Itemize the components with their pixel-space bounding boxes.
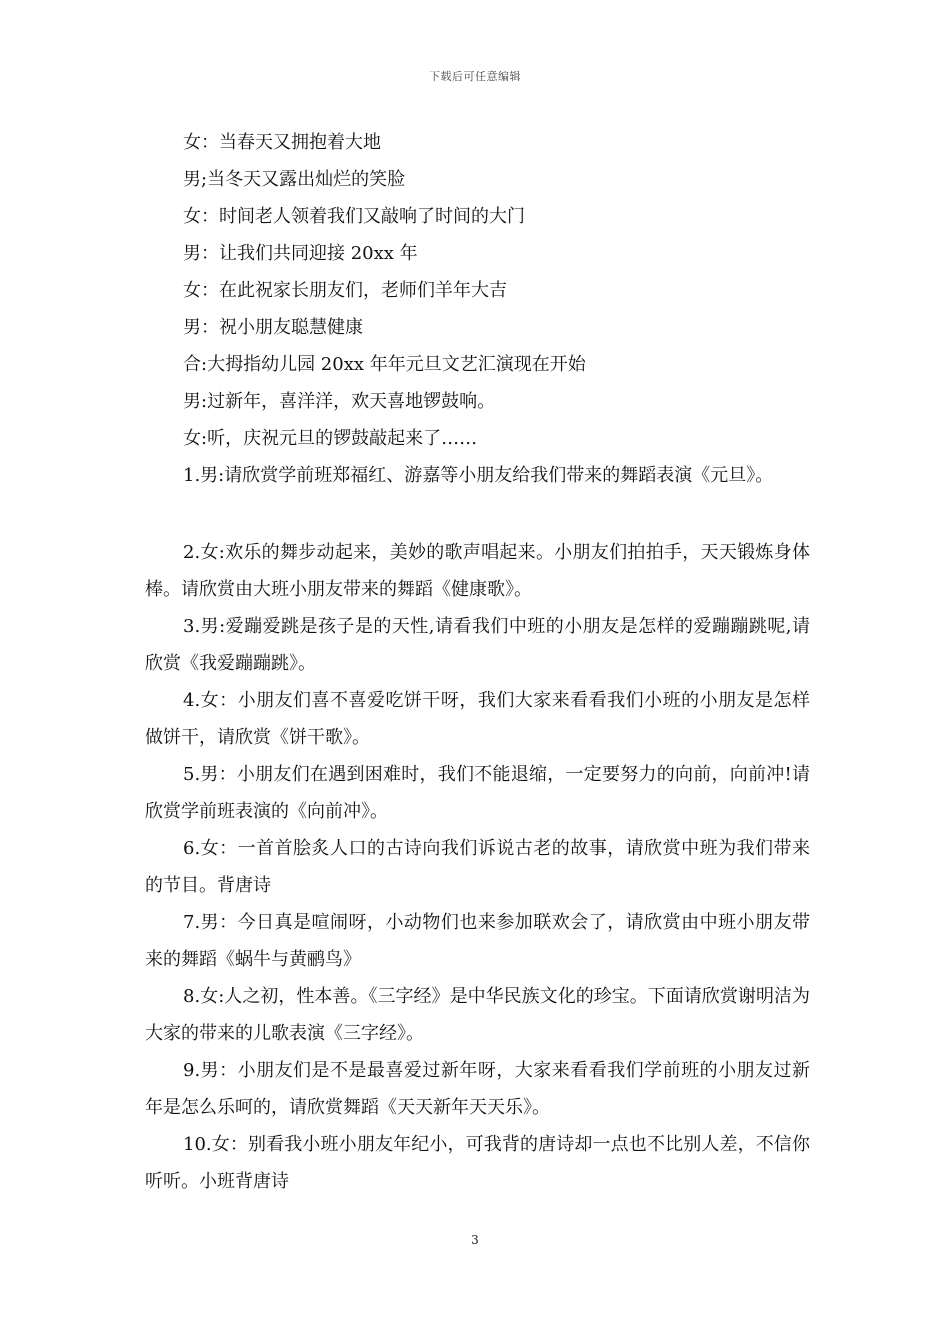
page-header: 下载后可任意编辑 [429, 70, 521, 83]
program-item-9: 9.男：小朋友们是不是最喜爱过新年呀，大家来看看我们学前班的小朋友过新年是怎么乐呵的，请欣赏舞蹈《天天新年天天乐》。 [145, 1060, 810, 1118]
program-item-6: 6.女：一首首脍炙人口的古诗向我们诉说古老的故事，请欣赏中班为我们带来的节目。背唐诗 [145, 838, 810, 896]
dialogue-line: 男:过新年，喜洋洋，欢天喜地锣鼓响。 [183, 391, 496, 412]
dialogue-line: 女：在此祝家长朋友们，老师们羊年大吉 [183, 280, 507, 301]
program-item-3: 3.男:爱蹦爱跳是孩子是的天性,请看我们中班的小朋友是怎样的爱蹦蹦跳呢,请欣赏《我爱蹦蹦跳》。 [145, 616, 810, 674]
program-item-4: 4.女：小朋友们喜不喜爱吃饼干呀，我们大家来看看我们小班的小朋友是怎样做饼干，请欣赏《饼干歌》。 [145, 690, 810, 748]
page-number: 3 [471, 1233, 479, 1247]
program-item-5: 5.男：小朋友们在遇到困难时，我们不能退缩，一定要努力的向前，向前冲!请欣赏学前班表演的《向前冲》。 [145, 764, 810, 822]
dialogue-line: 男：让我们共同迎接 20xx 年 [183, 243, 418, 264]
dialogue-line: 男：祝小朋友聪慧健康 [183, 317, 363, 338]
dialogue-line: 女：当春天又拥抱着大地 [183, 132, 381, 153]
dialogue-line: 女:听，庆祝元旦的锣鼓敲起来了…… [183, 428, 478, 449]
document-body [145, 124, 810, 1200]
program-item-1: 1.男:请欣赏学前班郑福红、游嘉等小朋友给我们带来的舞蹈表演《元旦》。 [183, 465, 774, 486]
program-item-8: 8.女:人之初，性本善。《三字经》是中华民族文化的珍宝。下面请欣赏谢明洁为大家的带来的儿歌表演《三字经》。 [145, 986, 810, 1044]
dialogue-line: 合:大拇指幼儿园 20xx 年年元旦文艺汇演现在开始 [183, 354, 586, 375]
dialogue-line: 男;当冬天又露出灿烂的笑脸 [183, 169, 406, 190]
program-item-2: 2.女:欢乐的舞步动起来，美妙的歌声唱起来。小朋友们拍拍手，天天锻炼身体棒。请欣赏由大班小朋友带来的舞蹈《健康歌》。 [145, 542, 810, 600]
program-item-7: 7.男：今日真是喧闹呀，小动物们也来参加联欢会了，请欣赏由中班小朋友带来的舞蹈《蜗牛与黄鹂鸟》 [145, 912, 810, 970]
blank-spacer [145, 494, 810, 534]
program-item-10: 10.女：别看我小班小朋友年纪小，可我背的唐诗却一点也不比别人差，不信你听听。小班背唐诗 [145, 1134, 810, 1192]
dialogue-line: 女：时间老人领着我们又敲响了时间的大门 [183, 206, 525, 227]
